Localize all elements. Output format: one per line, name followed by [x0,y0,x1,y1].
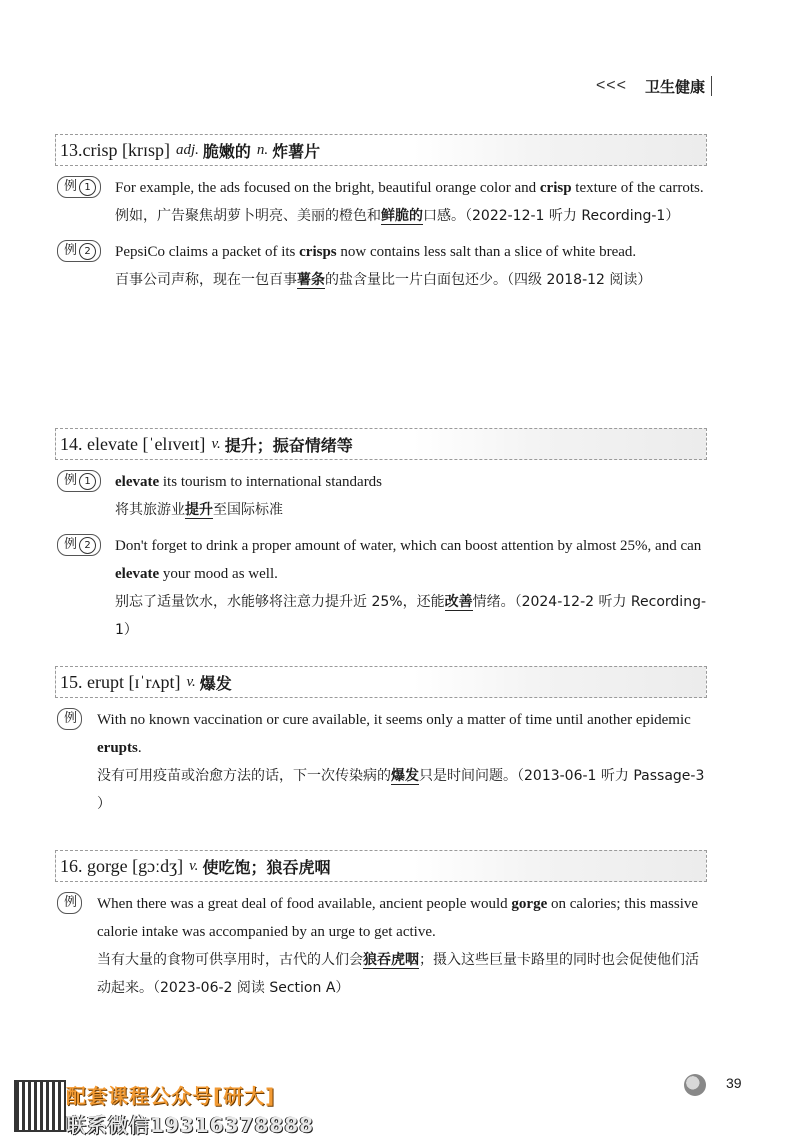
example-badge: 例 1 [57,176,101,198]
definition: 提升；振奋情绪等 [224,435,353,455]
example-chinese: 没有可用疫苗或治愈方法的话，下一次传染病的爆发只是时间问题。（2013-06-1 听力 Passage-3 ） [97,768,705,812]
example-number: 1 [79,473,96,490]
example-badge: 例 2 [57,534,101,556]
page-number: 39 [726,1075,742,1091]
part-of-speech: adj. [175,141,199,158]
ad-line-2: 联系微信19316378888 [66,1113,315,1137]
definition: 脆嫩的 [202,141,251,161]
example-number: 2 [79,243,96,260]
definition: 炸薯片 [272,141,321,161]
example-number: 2 [79,537,96,554]
example-english: For example, the ads focused on the bright, beautiful orange color and crisp texture of the carrots. [115,180,704,196]
keyword: crisps [299,244,337,260]
headword-box [55,134,707,166]
header-arrows: <<< [595,77,627,94]
headword-box [55,428,707,460]
part-of-speech: v. [186,673,196,690]
keyword: elevate [115,566,160,582]
part-of-speech: v. [189,857,199,874]
example-number: 1 [79,179,96,196]
ad-line-1: 配套课程公众号[研大] [66,1084,276,1108]
headword: 14. elevate [ˈelɪveɪt] [60,433,206,454]
example-badge: 例 [57,708,82,730]
definition: 爆发 [199,673,232,693]
highlighted-translation: 薯条 [297,272,325,288]
headword-box [55,666,707,698]
keyword: elevate [115,474,160,490]
example [55,238,707,294]
highlighted-translation: 改善 [444,594,473,610]
example [55,890,707,1002]
highlighted-translation: 狼吞虎咽 [363,952,419,968]
headword: 16. gorge [gɔːdʒ] [60,855,184,876]
example [55,174,707,230]
headword-box [55,850,707,882]
entry-erupt [55,666,707,818]
entry-gorge [55,850,707,1002]
highlighted-translation: 提升 [185,502,213,518]
footer-advertisement [66,1080,314,1138]
highlighted-translation: 鲜脆的 [381,208,423,224]
example-chinese: 当有大量的食物可供享用时，古代的人们会狼吞虎咽；摄入这些巨量卡路里的同时也会促使他们活动起来。（2023-06-2 阅读 Section A） [97,952,699,996]
example-english: Don't forget to drink a proper amount of water, which can boost attention by almost 25%, and can elevate your mood as well. [115,538,702,582]
part-of-speech: n. [256,141,269,158]
example [55,468,707,524]
headword: 13.crisp [krɪsp] [60,139,170,160]
example [55,706,707,818]
keyword: gorge [511,896,548,912]
page-ornament-icon [684,1074,706,1096]
example-english: elevate its tourism to international standards [115,474,383,490]
example-chinese: 别忘了适量饮水，水能够将注意力提升近 25%，还能改善情绪。（2024-12-2 听力 Recording-1） [115,594,707,638]
example-chinese: 百事公司声称，现在一包百事薯条的盐含量比一片白面包还少。（四级 2018-12 阅读） [115,272,652,288]
part-of-speech: v. [211,435,221,452]
headword: 15. erupt [ɪˈrʌpt] [60,671,181,692]
keyword: erupts [97,740,138,756]
definition: 使吃饱；狼吞虎咽 [202,857,331,877]
example-badge: 例 1 [57,470,101,492]
example-english: When there was a great deal of food available, ancient people would gorge on calories; this massive calorie intake was accompanied by an urge to get active. [97,896,699,940]
example-chinese: 将其旅游业提升至国际标准 [115,502,283,518]
example-badge: 例 2 [57,240,101,262]
example-english: PepsiCo claims a packet of its crisps now contains less salt than a slice of white bread. [115,244,637,260]
section-title: 卫生健康 [644,77,705,96]
qr-code [14,1080,66,1132]
keyword: crisp [539,180,572,196]
example [55,532,707,644]
example-chinese: 例如，广告聚焦胡萝卜明亮、美丽的橙色和鲜脆的口感。（2022-12-1 听力 Recording-1） [115,208,680,224]
example-badge: 例 [57,892,82,914]
entry-crisp [55,134,707,294]
entry-elevate [55,428,707,644]
example-english: With no known vaccination or cure available, it seems only a matter of time until another epidemic erupts. [97,712,691,756]
header-divider [711,76,712,96]
running-header [596,74,712,98]
highlighted-translation: 爆发 [391,768,419,784]
